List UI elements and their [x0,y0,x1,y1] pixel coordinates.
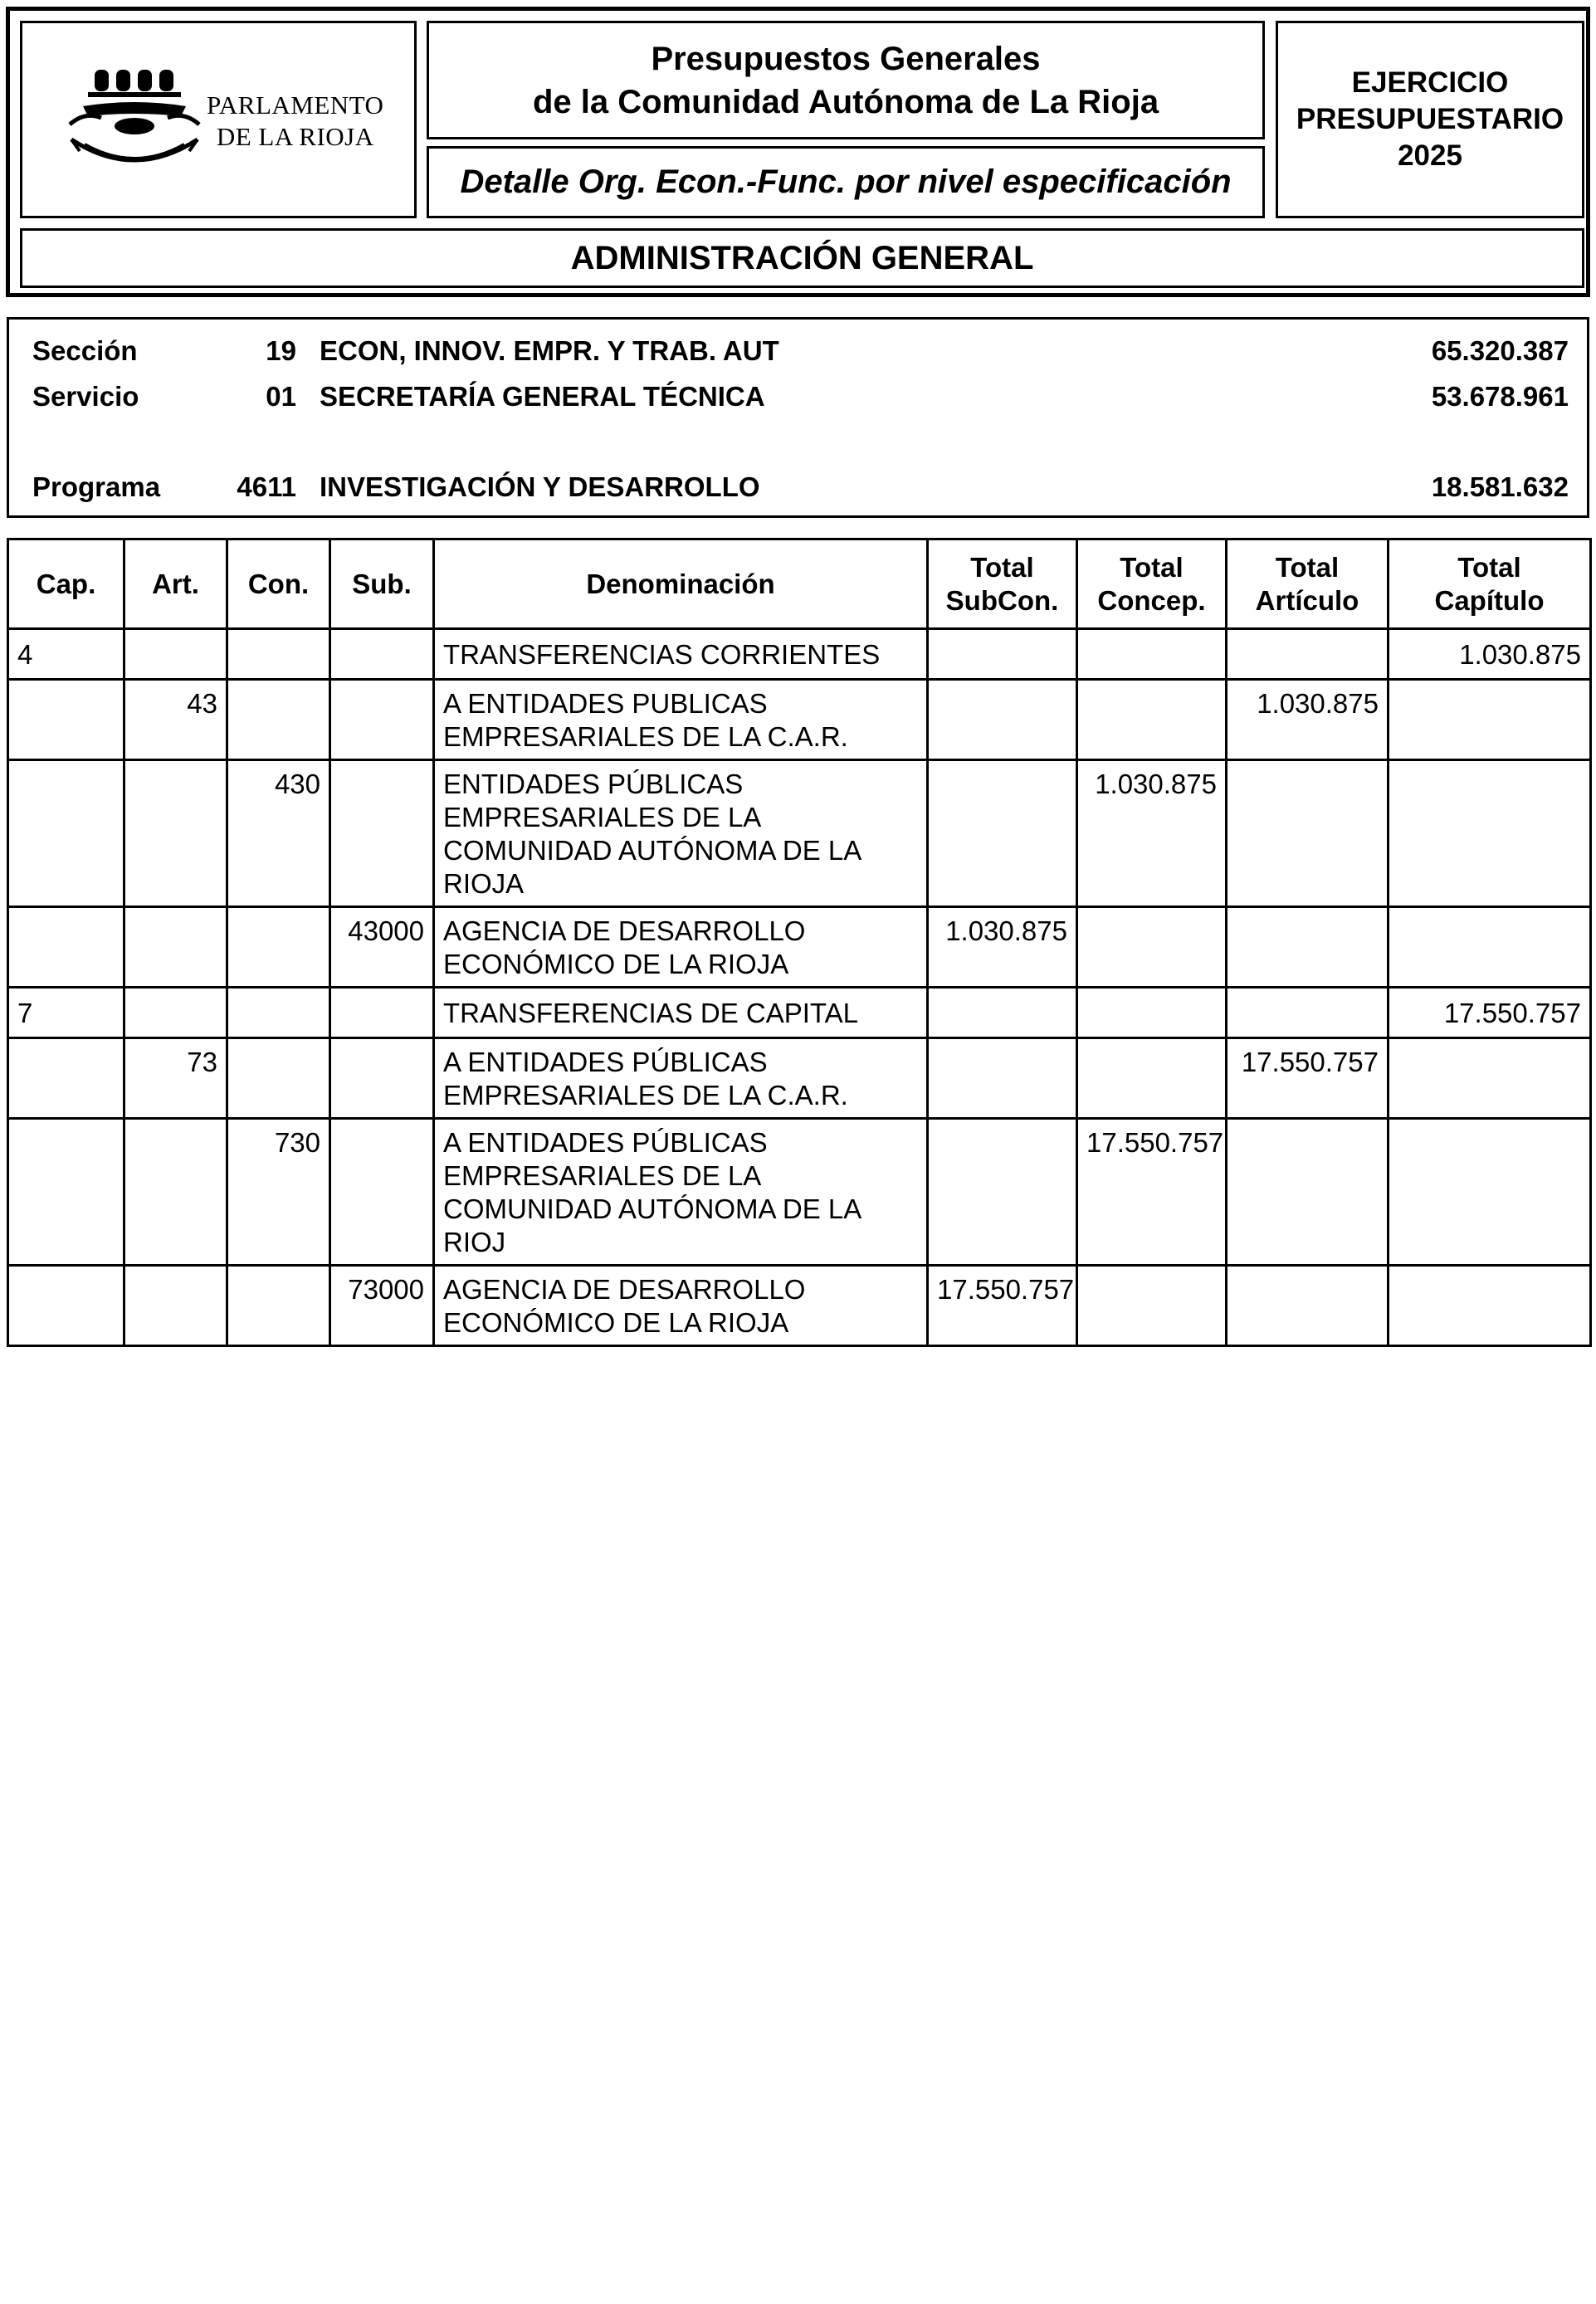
cell-total-articulo [1227,760,1389,907]
cell-con [227,1266,330,1346]
cell-cap: 4 [8,629,124,680]
header-total-concep-line1: Total [1120,551,1184,583]
cell-total-articulo [1227,1119,1389,1266]
seccion-amount: 65.320.387 [1431,335,1569,366]
servicio-amount: 53.678.961 [1431,381,1569,412]
cell-total-articulo [1227,988,1389,1038]
cell-sub [330,1038,434,1119]
seccion-code: 19 [266,335,296,366]
header-total-concep [1077,539,1227,629]
header-cap: Cap. [8,539,124,629]
header-total-capitulo-line2: Capítulo [1434,584,1545,616]
header-con: Con. [227,539,330,629]
cell-total-subcon [928,680,1077,760]
cell-total-capitulo [1389,1266,1591,1346]
cell-total-concep [1077,1266,1227,1346]
cell-total-subcon [928,760,1077,907]
programa-label: Programa [32,471,161,502]
title-line2: de la Comunidad Autónoma de La Rioja [532,83,1159,120]
cell-cap [8,1266,124,1346]
cell-total-concep [1077,680,1227,760]
header-total-subcon-line2: SubCon. [945,584,1059,616]
cell-total-articulo: 17.550.757 [1227,1038,1389,1119]
header-denominacion: Denominación [434,539,928,629]
cell-con [227,629,330,680]
fiscal-year-box [1276,21,1584,218]
cell-cap [8,1119,124,1266]
programa-code: 4611 [237,471,296,502]
header-total-articulo [1227,539,1389,629]
subtitle-text: Detalle Org. Econ.-Func. por nivel especificación [460,164,1232,200]
cell-cap [8,680,124,760]
administration-area [20,228,1584,288]
table-row [8,1266,1591,1346]
table-row [8,907,1591,988]
cell-total-capitulo: 17.550.757 [1389,988,1591,1038]
cell-cap [8,1038,124,1119]
cell-art: 73 [124,1038,227,1119]
cell-art [124,1119,227,1266]
cell-sub: 73000 [330,1266,434,1346]
cell-sub [330,629,434,680]
cell-total-articulo [1227,907,1389,988]
cell-total-concep [1077,907,1227,988]
cell-con: 730 [227,1119,330,1266]
header-total-subcon [928,539,1077,629]
table-body [8,629,1591,1346]
cell-total-articulo [1227,1266,1389,1346]
logo-text-line2: DE LA RIOJA [216,122,374,151]
budget-title [427,21,1265,139]
logo-text-line1: PARLAMENTO [207,90,384,120]
seccion-name: ECON, INNOV. EMPR. Y TRAB. AUT [320,335,779,366]
cell-total-subcon [928,629,1077,680]
logo-text [207,90,383,153]
cell-total-capitulo [1389,760,1591,907]
servicio-row [9,378,1587,415]
header-total-articulo-line2: Artículo [1255,584,1359,616]
organizational-info [7,317,1589,518]
cell-cap [8,760,124,907]
servicio-name: SECRETARÍA GENERAL TÉCNICA [320,381,765,412]
header-art: Art. [124,539,227,629]
cell-con [227,680,330,760]
cell-art [124,629,227,680]
header-total-capitulo-line1: Total [1457,551,1521,583]
cell-total-subcon: 1.030.875 [928,907,1077,988]
document-header [6,7,1590,297]
programa-name: INVESTIGACIÓN Y DESARROLLO [320,471,760,502]
cell-sub [330,1119,434,1266]
cell-total-subcon [928,1119,1077,1266]
cell-con [227,907,330,988]
header-sub: Sub. [330,539,434,629]
programa-amount: 18.581.632 [1431,471,1569,502]
seccion-row [9,333,1587,369]
cell-con: 430 [227,760,330,907]
cell-denominacion: TRANSFERENCIAS CORRIENTES [434,629,928,680]
cell-total-capitulo: 1.030.875 [1389,629,1591,680]
cell-con [227,988,330,1038]
cell-sub [330,760,434,907]
cell-sub [330,680,434,760]
header-total-subcon-line1: Total [970,551,1034,583]
logo-box [20,21,417,218]
cell-denominacion: A ENTIDADES PÚBLICAS EMPRESARIALES DE LA C.A.R. [434,1038,928,1119]
seccion-label: Sección [32,335,138,366]
cell-total-capitulo [1389,907,1591,988]
cell-total-concep [1077,988,1227,1038]
year-label-line1: EJERCICIO [1351,66,1509,99]
cell-total-articulo: 1.030.875 [1227,680,1389,760]
cell-total-subcon [928,1038,1077,1119]
table-row [8,629,1591,680]
cell-sub [330,988,434,1038]
budget-table [7,538,1592,1347]
cell-con [227,1038,330,1119]
cell-total-concep [1077,629,1227,680]
cell-denominacion: AGENCIA DE DESARROLLO ECONÓMICO DE LA RIOJA [434,907,928,988]
cell-total-concep: 1.030.875 [1077,760,1227,907]
cell-denominacion: A ENTIDADES PUBLICAS EMPRESARIALES DE LA C.A.R. [434,680,928,760]
cell-art: 43 [124,680,227,760]
cell-cap [8,907,124,988]
cell-total-subcon: 17.550.757 [928,1266,1077,1346]
header-total-concep-line2: Concep. [1097,584,1206,616]
cell-total-concep [1077,1038,1227,1119]
cell-art [124,907,227,988]
title-line1: Presupuestos Generales [651,40,1041,77]
header-total-capitulo [1389,539,1591,629]
cell-cap: 7 [8,988,124,1038]
budget-table-wrapper [7,538,1592,1347]
table-header [8,539,1591,629]
cell-sub: 43000 [330,907,434,988]
cell-denominacion: TRANSFERENCIAS DE CAPITAL [434,988,928,1038]
cell-total-articulo [1227,629,1389,680]
cell-denominacion: AGENCIA DE DESARROLLO ECONÓMICO DE LA RIOJA [434,1266,928,1346]
cell-total-capitulo [1389,1119,1591,1266]
programa-row [9,469,1587,505]
table-row [8,988,1591,1038]
table-row [8,1119,1591,1266]
table-row [8,1038,1591,1119]
parliament-emblem-icon [68,65,209,173]
cell-art [124,988,227,1038]
area-title: ADMINISTRACIÓN GENERAL [570,239,1034,276]
fiscal-year: 2025 [1398,139,1462,172]
cell-art [124,760,227,907]
header-total-articulo-line1: Total [1275,551,1340,583]
cell-total-capitulo [1389,680,1591,760]
year-label-line2: PRESUPUESTARIO [1296,103,1564,135]
report-subtitle [427,146,1265,218]
cell-art [124,1266,227,1346]
servicio-label: Servicio [32,381,139,412]
table-row [8,680,1591,760]
servicio-code: 01 [266,381,296,412]
table-row [8,760,1591,907]
cell-total-concep: 17.550.757 [1077,1119,1227,1266]
cell-total-capitulo [1389,1038,1591,1119]
cell-total-subcon [928,988,1077,1038]
cell-denominacion: ENTIDADES PÚBLICAS EMPRESARIALES DE LA COMUNIDAD AUTÓNOMA DE LA RIOJA [434,760,928,907]
cell-denominacion: A ENTIDADES PÚBLICAS EMPRESARIALES DE LA COMUNIDAD AUTÓNOMA DE LA RIOJ [434,1119,928,1266]
